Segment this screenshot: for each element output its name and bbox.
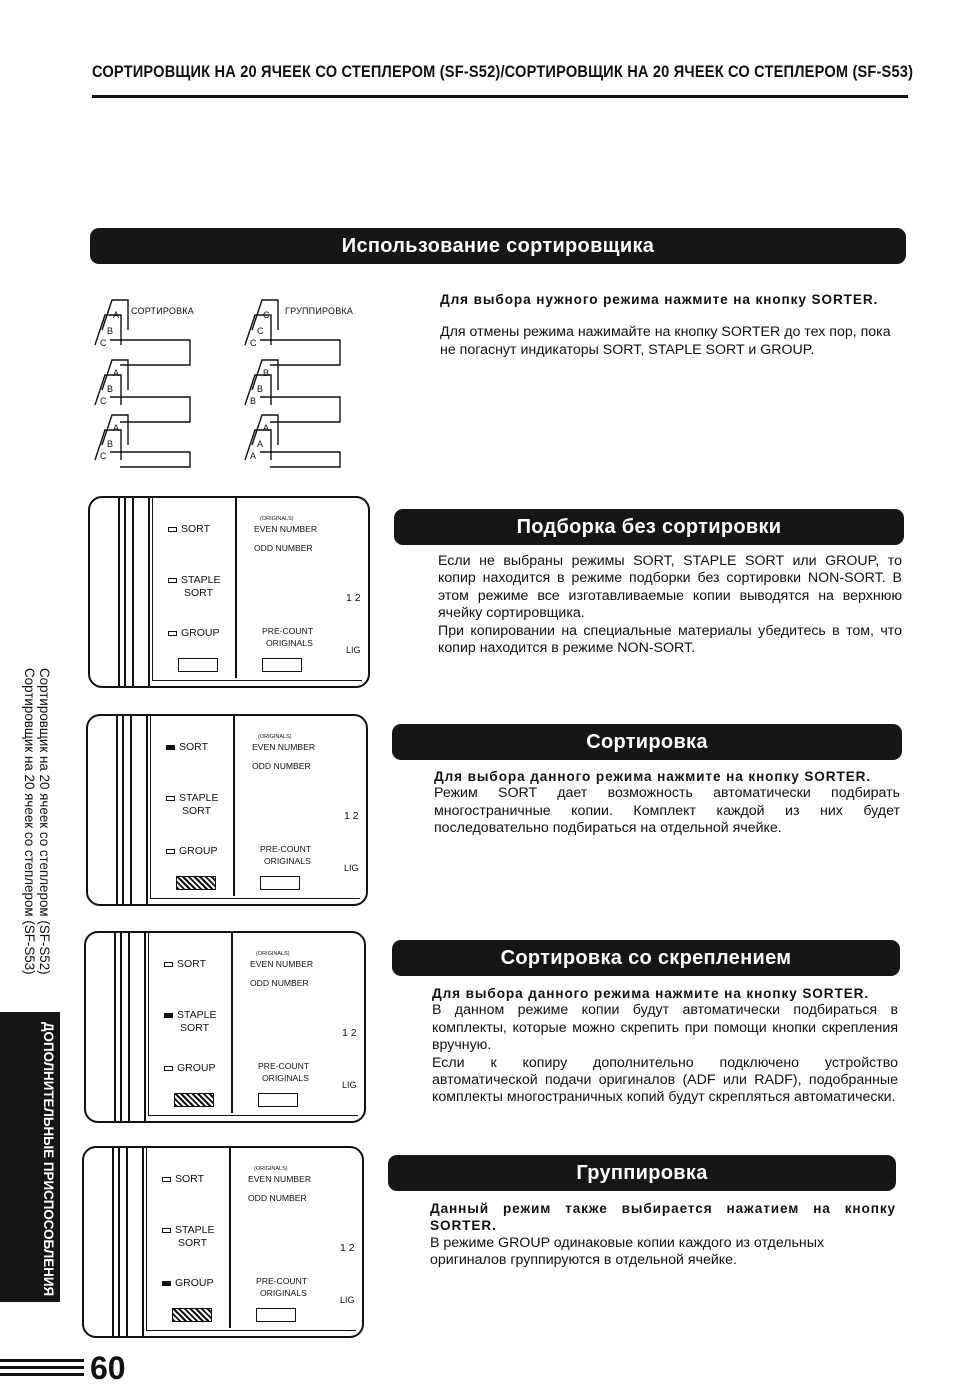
sort-letter: C — [100, 338, 107, 348]
sidebar-model-text — [22, 668, 52, 1008]
sidebar-line-2: Сортировщик на 20 ячеек со степлером (SF-S53) — [22, 668, 37, 975]
control-panel-staple-sort — [84, 931, 366, 1123]
sort-letter: B — [107, 326, 114, 336]
precount-label-2: ORIGINALS — [260, 1288, 307, 1298]
precount-label-2: ORIGINALS — [264, 856, 311, 866]
odd-number-label: ODD NUMBER — [252, 761, 311, 771]
sorter-button-pressed[interactable] — [172, 1308, 212, 1322]
precount-button[interactable] — [258, 1093, 298, 1107]
sort-letter: B — [107, 384, 114, 394]
using-body: Для отмены режима нажимайте на кнопку SORTER до тех пор, пока не погаснут индикаторы SORT, STAPLE SORT и GROUP. — [440, 324, 891, 358]
sort-letter: A — [113, 423, 120, 433]
sort-body: Режим SORT дает возможность автоматически подбирать многостраничные копии. Комплект каждой из них будет последовательно подбираться на отдельной ячейке. — [434, 785, 900, 837]
group-body: В режиме GROUP одинаковые копии каждого из отдельных оригиналов группируются в отдельной ячейке. — [430, 1234, 825, 1269]
sidebar-chapter-tab — [0, 1012, 60, 1302]
group-letter: B — [250, 396, 257, 406]
right-number: 1 2 — [346, 592, 361, 604]
even-number-label: EVEN NUMBER — [250, 959, 314, 969]
staple-sort-indicator: STAPLE — [166, 792, 219, 804]
group-letter: C — [250, 338, 257, 348]
precount-button[interactable] — [260, 876, 300, 890]
sort-indicator: SORT — [164, 958, 206, 970]
precount-button[interactable] — [256, 1308, 296, 1322]
page-number-bars — [0, 1359, 84, 1380]
even-number-label: EVEN NUMBER — [252, 742, 316, 752]
sorter-button[interactable] — [178, 658, 218, 672]
control-panel-group — [82, 1146, 364, 1338]
precount-button[interactable] — [262, 658, 302, 672]
page-number: 60 — [90, 1350, 126, 1386]
group-lead: Данный режим также выбирается нажатием на кнопку SORTER. — [430, 1201, 896, 1234]
staple-sort-label-2: SORT — [180, 1022, 209, 1034]
group-illustration-label: ГРУППИРОВКА — [285, 306, 354, 316]
sort-indicator: SORT — [166, 741, 208, 753]
originals-tag: (ORIGINALS) — [258, 734, 292, 740]
group-letter: B — [263, 368, 270, 378]
sort-indicator: SORT — [162, 1173, 204, 1185]
sidebar-line-1: Сортировщик на 20 ячеек со степлером (SF-S52) — [37, 668, 52, 975]
right-number: 1 2 — [342, 1027, 357, 1039]
banner-group: Группировка — [388, 1155, 896, 1191]
right-lig: LIG — [346, 645, 361, 655]
even-number-label: EVEN NUMBER — [248, 1174, 312, 1184]
using-text — [440, 291, 906, 359]
sidebar-tab-label: ДОПОЛНИТЕЛЬНЫЕ ПРИСПОСОБЛЕНИЯ — [41, 1022, 56, 1297]
group-text — [430, 1200, 896, 1270]
banner-staple-sort: Сортировка со скреплением — [392, 940, 900, 976]
precount-label-2: ORIGINALS — [266, 638, 313, 648]
sorter-button-pressed[interactable] — [176, 876, 216, 890]
odd-number-label: ODD NUMBER — [254, 543, 313, 553]
precount-label-1: PRE-COUNT — [262, 626, 314, 636]
odd-number-label: ODD NUMBER — [250, 978, 309, 988]
originals-tag: (ORIGINALS) — [260, 516, 294, 522]
right-lig: LIG — [344, 863, 359, 873]
sort-text — [434, 768, 900, 838]
staple-sort-indicator: STAPLE — [162, 1224, 215, 1236]
group-indicator: GROUP — [168, 627, 220, 639]
sort-letter: C — [100, 396, 107, 406]
right-lig: LIG — [342, 1080, 357, 1090]
control-panel-nonsort — [88, 496, 370, 688]
staple-sort-label-2: SORT — [184, 587, 213, 599]
group-letter: A — [263, 423, 270, 433]
sort-indicator: SORT — [168, 523, 210, 535]
even-number-label: EVEN NUMBER — [254, 524, 318, 534]
banner-non-sort: Подборка без сортировки — [394, 509, 904, 545]
staple-sort-indicator: STAPLE — [164, 1009, 217, 1021]
originals-tag: (ORIGINALS) — [256, 951, 290, 957]
group-letter: C — [257, 326, 264, 336]
sorter-button-pressed[interactable] — [174, 1093, 214, 1107]
staple-lead: Для выбора данного режима нажмите на кнопку SORTER. — [432, 986, 870, 1001]
using-lead: Для выбора нужного режима нажмите на кнопку SORTER. — [440, 292, 879, 307]
originals-tag: (ORIGINALS) — [254, 1166, 288, 1172]
sort-letter: C — [100, 451, 107, 461]
staple-body-2: Если к копиру дополнительно подключено устройство автоматической подачи оригиналов (ADF или RADF), подобранные комплекты многостраничных копий будут скрепляться автоматически. — [432, 1054, 898, 1106]
odd-number-label: ODD NUMBER — [248, 1193, 307, 1203]
group-indicator: GROUP — [166, 845, 218, 857]
group-letter: A — [257, 439, 264, 449]
tray-stack-drawing — [0, 0, 954, 480]
sort-illustration-label: СОРТИРОВКА — [131, 306, 194, 316]
group-indicator: GROUP — [162, 1277, 214, 1289]
sort-lead: Для выбора данного режима нажмите на кнопку SORTER. — [434, 769, 872, 784]
precount-label-1: PRE-COUNT — [258, 1061, 310, 1071]
page-header-title: СОРТИРОВЩИК НА 20 ЯЧЕЕК СО СТЕПЛЕРОМ (SF-S52)/СОРТИРОВЩИК НА 20 ЯЧЕЕК СО СТЕПЛЕРОМ (SF-S53) — [92, 62, 914, 81]
right-number: 1 2 — [344, 810, 359, 822]
group-letter: C — [263, 310, 270, 320]
right-number: 1 2 — [340, 1242, 355, 1254]
group-letter: B — [257, 384, 264, 394]
staple-body-1: В данном режиме копии будут автоматически подбираться в комплекты, которые можно скрепить при помощи кнопки скрепления вручную. — [432, 1002, 898, 1054]
staple-sort-label-2: SORT — [182, 805, 211, 817]
precount-label-2: ORIGINALS — [262, 1073, 309, 1083]
group-indicator: GROUP — [164, 1062, 216, 1074]
banner-using-sorter: Использование сортировщика — [90, 228, 906, 264]
sort-letter: A — [113, 310, 120, 320]
sort-letter: A — [113, 368, 120, 378]
group-letter: A — [250, 451, 257, 461]
nonsort-body-2: При копировании на специальные материалы убедитесь в том, что копир находится в режиме NON-SORT. — [438, 622, 902, 657]
nonsort-body-1: Если не выбраны режимы SORT, STAPLE SORT или GROUP, то копир находится в режиме подборки без сортировки NON-SORT. В этом режиме все изготавливаемые копии выводятся на верхнюю ячейку сортировщика. — [438, 553, 902, 622]
banner-sort: Сортировка — [392, 724, 902, 760]
precount-label-1: PRE-COUNT — [256, 1276, 308, 1286]
staple-sort-indicator: STAPLE — [168, 574, 221, 586]
staple-text — [432, 985, 898, 1107]
staple-sort-label-2: SORT — [178, 1237, 207, 1249]
precount-label-1: PRE-COUNT — [260, 844, 312, 854]
sort-letter: B — [107, 439, 114, 449]
nonsort-text — [438, 553, 902, 657]
control-panel-sort — [86, 714, 368, 906]
right-lig: LIG — [340, 1295, 355, 1305]
